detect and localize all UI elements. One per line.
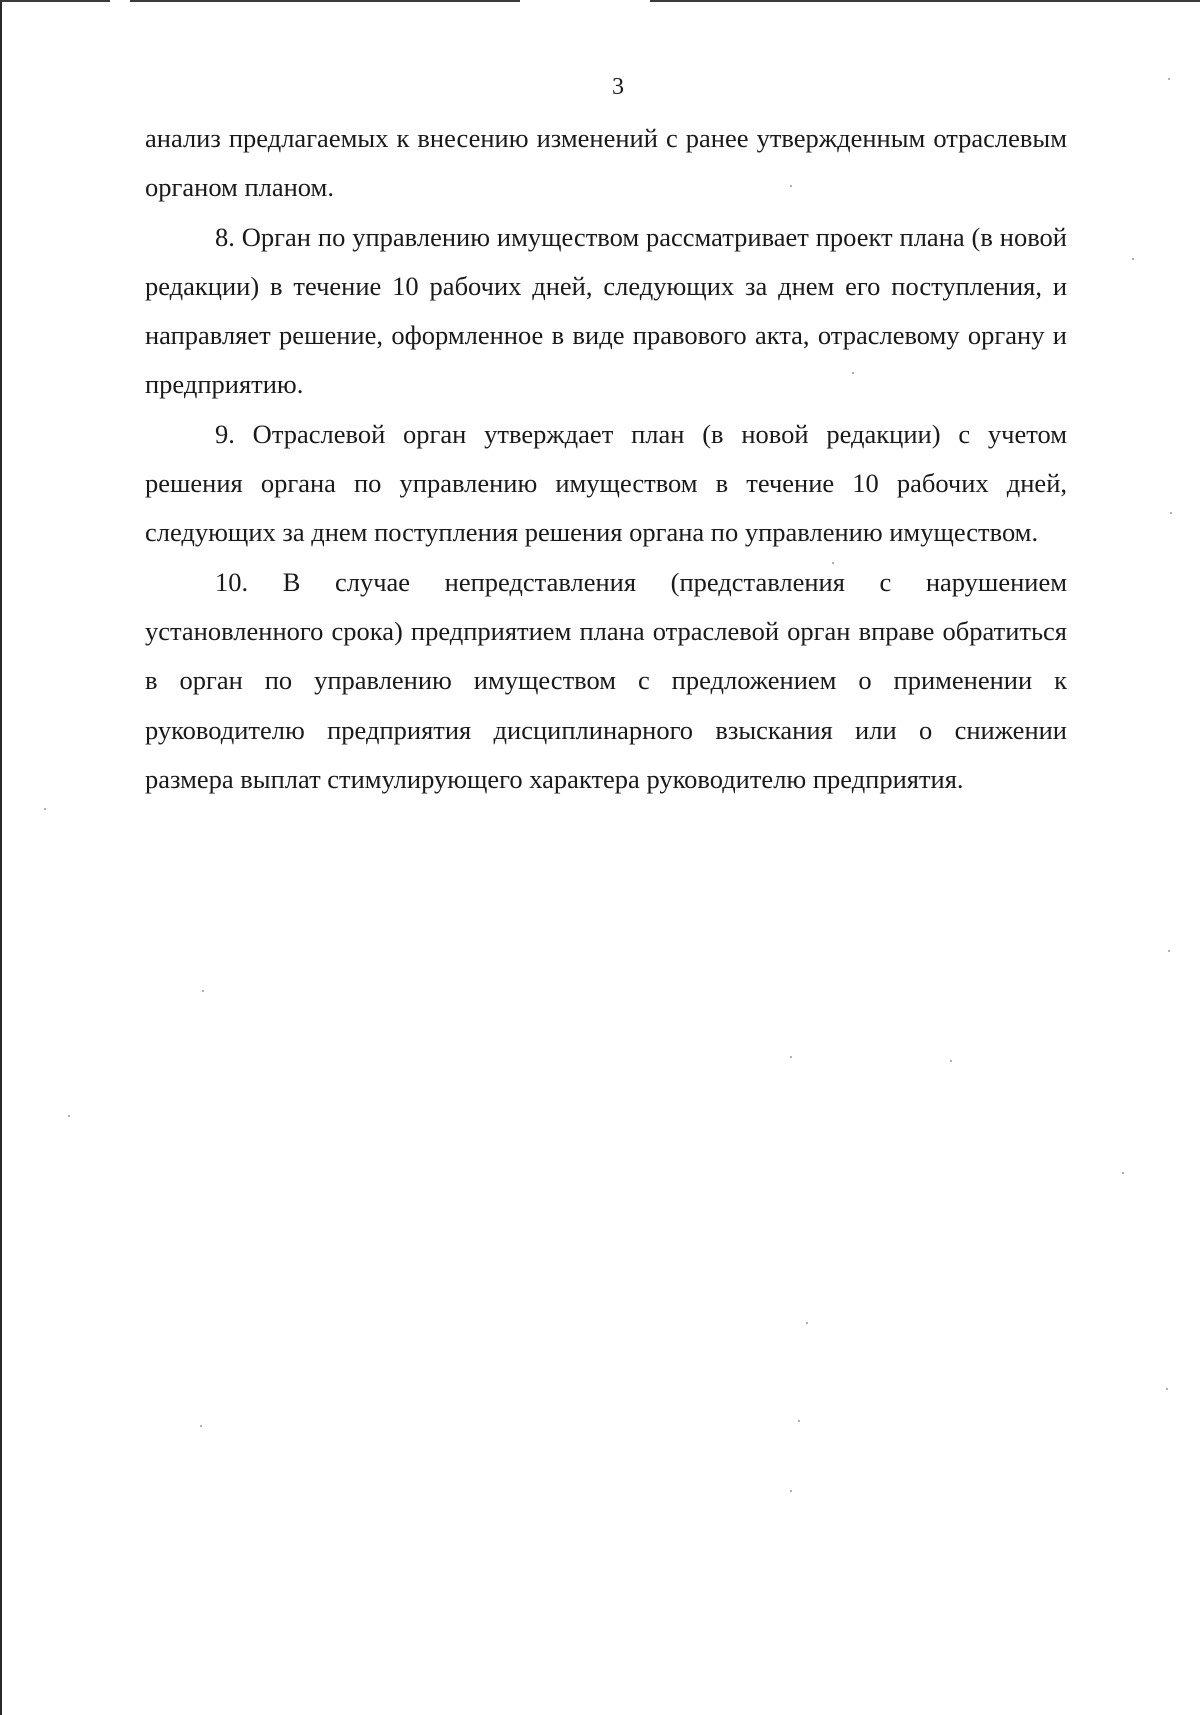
scan-speck <box>798 1420 800 1422</box>
scan-speck <box>202 990 204 992</box>
scan-speck <box>200 1425 202 1427</box>
page-number: 3 <box>612 74 624 100</box>
scan-speck <box>1170 512 1172 514</box>
scan-speck <box>806 1322 808 1324</box>
scan-speck <box>790 1490 792 1492</box>
paragraph-item-9: 9. Отраслевой орган утверждает план (в новой редакции) с учетом решения органа по управлению имуществом в течение 10 рабочих дней, следующих за днем поступления решения органа по управлению имуществом. <box>145 418 1067 548</box>
scan-speck <box>790 1056 792 1058</box>
scan-speck <box>68 1115 70 1117</box>
scan-speck <box>1132 258 1134 260</box>
scan-speck <box>1166 1388 1168 1390</box>
scan-speck <box>1168 950 1170 952</box>
scan-speck <box>44 808 46 810</box>
document-body <box>145 114 1067 804</box>
paragraph-item-8: 8. Орган по управлению имуществом рассматривает проект плана (в новой редакции) в течение 10 рабочих дней, следующих за днем его поступления, и направляет решение, оформленное в виде правового акта, отраслевому органу и предприятию. <box>145 221 1067 400</box>
paragraph-continuation: анализ предлагаемых к внесению изменений с ранее утвержденным отраслевым органом планом. <box>145 123 1067 203</box>
scan-edge-top <box>0 0 1200 2</box>
scan-speck <box>1122 1172 1124 1174</box>
paragraph-item-10: 10. В случае непредставления (представления с нарушением установленного срока) предприятием плана отраслевой орган вправе обратиться в орган по управлению имуществом с предложением о применении к руководителю предприятия дисциплинарного взыскания или о снижении размера выплат стимулирующего характера руководителю предприятия. <box>145 566 1067 794</box>
scan-speck <box>950 1060 952 1062</box>
scan-edge-left <box>0 0 2 1715</box>
